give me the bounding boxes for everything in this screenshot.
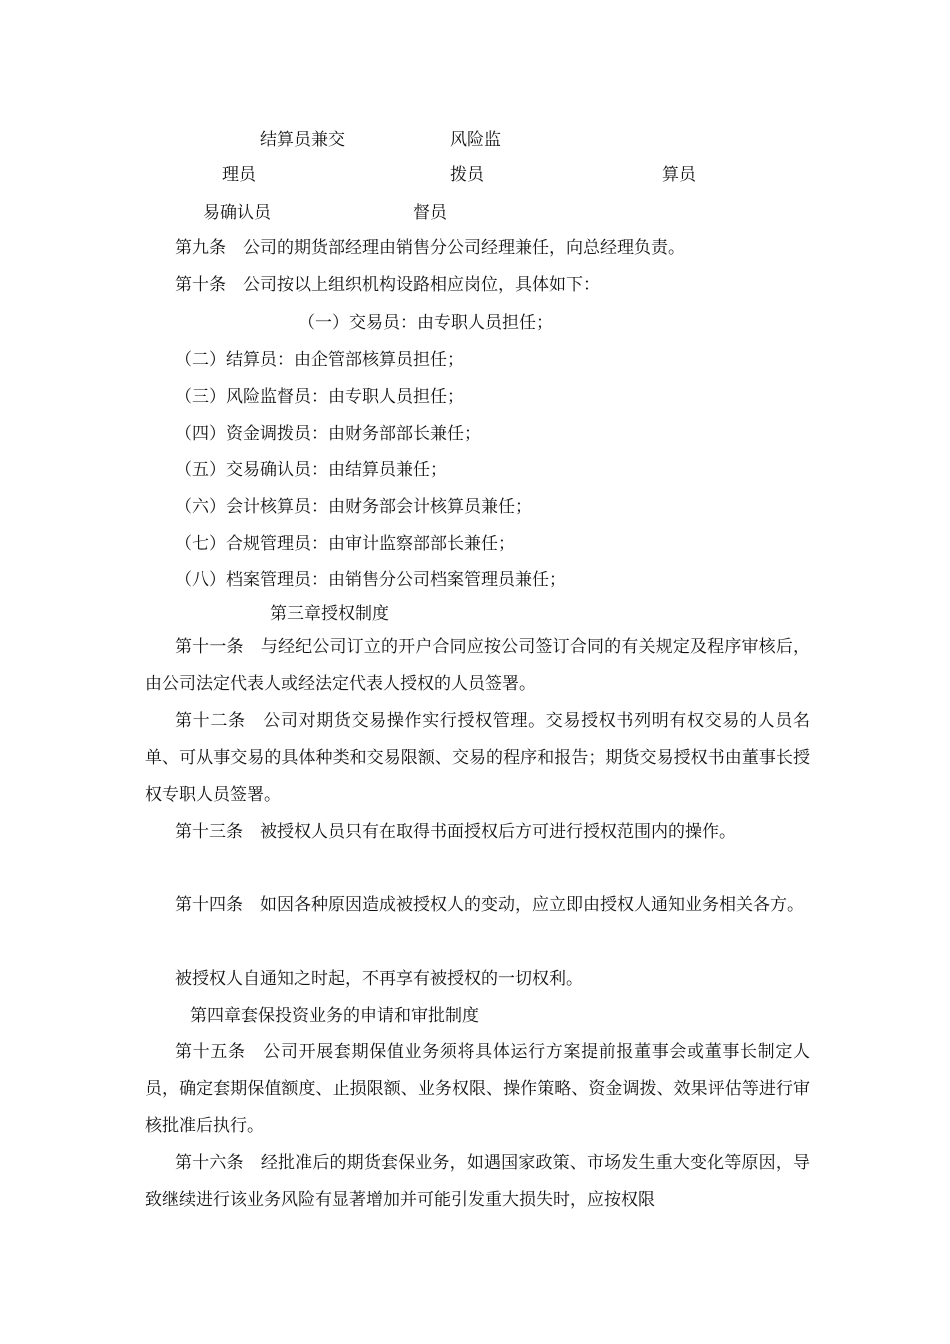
article-14: 第十四条 如因各种原因造成被授权人的变动，应立即由授权人通知业务相关各方。 (175, 895, 804, 915)
position-item: （二）结算员：由企管部核算员担任； (175, 350, 464, 370)
org-label-allocator: 拨员 (450, 165, 484, 185)
org-label-settlement-trade: 结算员兼交 (260, 130, 345, 150)
org-label-manager: 理员 (222, 165, 256, 185)
article-16: 第十六条 经批准后的期货套保业务，如遇国家政策、市场发生重大变化等原因，导致继续进行该业务风险有显著增加并可能引发重大损失时，应按权限 (145, 1153, 810, 1210)
position-item: （四）资金调拨员：由财务部部长兼任； (175, 424, 481, 444)
org-label-trade-confirm: 易确认员 (203, 203, 271, 223)
position-item: （一）交易员：由专职人员担任； (298, 313, 553, 333)
position-item: （六）会计核算员：由财务部会计核算员兼任； (175, 497, 532, 517)
article-9: 第九条 公司的期货部经理由销售分公司经理兼任，向总经理负责。 (175, 238, 685, 258)
chapter-4-heading: 第四章套保投资业务的申请和审批制度 (190, 1006, 479, 1026)
article-15: 第十五条 公司开展套期保值业务须将具体运行方案提前报董事会或董事长制定人员，确定套期保值额度、止损限额、业务权限、操作策略、资金调拨、效果评估等进行审核批准后执行。 (145, 1042, 810, 1136)
article-14-note: 被授权人自通知之时起，不再享有被授权的一切权利。 (175, 969, 583, 989)
org-label-accountant: 算员 (662, 165, 696, 185)
org-label-risk-monitor: 风险监 (450, 130, 501, 150)
position-item: （五）交易确认员：由结算员兼任； (175, 460, 447, 480)
chapter-3-heading: 第三章授权制度 (270, 604, 389, 624)
article-10: 第十条 公司按以上组织机构设路相应岗位，具体如下： (175, 275, 600, 295)
position-item: （七）合规管理员：由审计监察部部长兼任； (175, 534, 515, 554)
article-12: 第十二条 公司对期货交易操作实行授权管理。交易授权书列明有权交易的人员名单、可从事交易的具体种类和交易限额、交易的程序和报告；期货交易授权书由董事长授权专职人员签署。 (145, 711, 810, 805)
article-13: 第十三条 被授权人员只有在取得书面授权后方可进行授权范围内的操作。 (175, 822, 736, 842)
position-item: （八）档案管理员：由销售分公司档案管理员兼任； (175, 570, 566, 590)
article-11: 第十一条 与经纪公司订立的开户合同应按公司签订合同的有关规定及程序审核后，由公司法定代表人或经法定代表人授权的人员签署。 (145, 637, 810, 694)
org-label-supervisor: 督员 (413, 203, 447, 223)
position-item: （三）风险监督员：由专职人员担任； (175, 387, 464, 407)
